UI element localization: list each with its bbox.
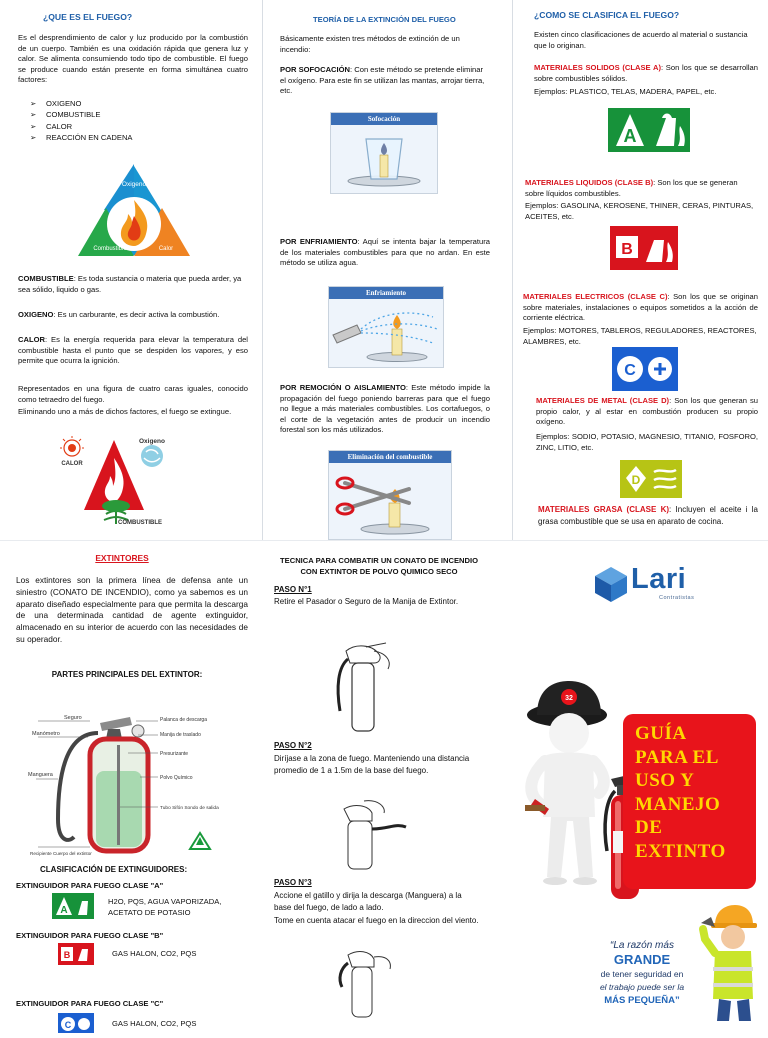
clase-k-text <box>538 504 758 528</box>
paso-2-label: PASO N°2 <box>274 741 312 750</box>
panel-que-es-el-fuego <box>18 12 248 532</box>
method-label: POR ENFRIAMIENTO <box>280 237 358 246</box>
badge-letter: A <box>623 126 637 146</box>
class-label: MATERIALES GRASA (CLASE K) <box>538 505 670 514</box>
guide-title-box <box>623 714 756 889</box>
method-text: : Este método impide la propagación del fuego poniendo barreras para que el fuego no llegue a más materiales combustibles. Los cortafuegos, o el corte de la vegetación antes de producir un incendio forestal son los más utilizados. <box>280 383 490 435</box>
tetra-label-combustible: COMBUSTIBLE <box>118 520 162 526</box>
triangle-label-oxigeno: Oxigeno <box>121 181 147 188</box>
calor-definition <box>18 335 248 367</box>
tetra-label-calor: CALOR <box>61 461 83 467</box>
intro-text: Es el desprendimiento de calor y luz producido por la combustión de un cuerpo. También es una oxidación rápida que genera luz y calor. Se alimenta consumiendo todo tipo de combustible. El fuego se produce cuando están presente en forma simultánea cuatro factores: <box>18 33 248 85</box>
clase-c-label: EXTINGUIDOR PARA FUEGO CLASE "C" <box>16 999 164 1008</box>
paso-1-label: PASO N°1 <box>274 585 312 594</box>
clase-a-examples: Ejemplos: PLASTICO, TELAS, MADERA, PAPEL, etc. <box>534 87 717 96</box>
paso-2-text: Diríjase a la zona de fuego. Manteniendo una distancia promedio de 1 a 1.5m de la base del fuego. <box>274 754 470 775</box>
part-label: Presurizante <box>160 751 189 757</box>
quote-emphasis: GRANDE <box>613 952 671 967</box>
remocion-text <box>280 383 490 436</box>
clase-c-badge <box>58 1013 94 1033</box>
term-label: CALOR <box>18 335 45 344</box>
clase-a-badge <box>52 893 94 919</box>
quote-line: de tener seguridad en <box>600 969 684 979</box>
clase-a-badge <box>608 108 690 152</box>
clase-b-agents: GAS HALON, CO2, PQS <box>112 949 197 958</box>
badge-letter: C <box>624 362 636 379</box>
term-label: OXIGENO <box>18 310 54 319</box>
part-label: Recipiente Cuerpo del extintor <box>30 851 92 856</box>
intro-text: Existen cinco clasificaciones de acuerdo al material o sustancia que lo originan. <box>534 30 748 50</box>
combustible-definition <box>18 274 248 295</box>
quote-line: “La razón más <box>610 940 674 951</box>
panel-clasificacion-fuego <box>520 10 758 540</box>
term-text: : Es un carburante, es decir activa la combustión. <box>53 310 220 319</box>
class-text: : Son los que generan su propio calor, y al estar en combustión producen su propio oxígeno. <box>536 396 759 427</box>
tetra-label-oxigeno: Oxigeno <box>138 438 166 445</box>
helmet-number: 32 <box>565 695 573 702</box>
factor-list <box>18 98 248 144</box>
title-line: MANEJO <box>635 793 721 815</box>
class-text: : Son los que se originan sobre materiales, instalaciones o equipos sometidos a la acción de corriente eléctrica. <box>523 292 759 323</box>
part-label: Manómetro <box>32 731 60 737</box>
paso-3-label: PASO N°3 <box>274 878 312 887</box>
part-label: Manguera <box>28 772 53 778</box>
part-label: Palanca de descarga <box>160 717 207 723</box>
section-title: ¿COMO SE CLASIFICA EL FUEGO? <box>534 10 680 20</box>
clase-b-badge <box>610 226 678 270</box>
clase-d-badge <box>620 460 682 498</box>
badge-letter: D <box>631 473 641 487</box>
tetraedro-text: Representados en una figura de cuatro caras iguales, conocido como tetraedro del fuego. <box>18 384 248 404</box>
section-title: TECNICA PARA COMBATIR UN CONATO DE INCENDIO CON EXTINTOR DE POLVO QUIMICO SECO <box>280 556 478 576</box>
intro-text: Básicamente existen tres métodos de extinción de un incendio: <box>280 34 460 54</box>
part-label: Polvo Químico <box>160 775 193 781</box>
paso-1-text: Retire el Pasador o Seguro de la Manija de Extintor. <box>274 596 459 606</box>
paso-3-text: Accione el gatillo y dirija la descarga (Manguera) a la base del fuego, de lado a lado. <box>274 891 462 912</box>
title-line: GUÍA <box>635 723 687 744</box>
fire-tetrahedron-diagram <box>56 438 191 528</box>
image-caption: Enfriamiento <box>329 287 443 299</box>
clase-b-text <box>525 178 758 199</box>
panel-extintores <box>16 553 248 1030</box>
extinction-text: Eliminando uno a más de dichos factores, el fuego se extingue. <box>18 407 232 416</box>
clase-c-text <box>523 292 758 324</box>
image-caption: Sofocación <box>331 113 437 125</box>
class-label: MATERIALES DE METAL (CLASE D) <box>536 396 670 405</box>
quote-emphasis: MÁS PEQUEÑA” <box>604 995 680 1006</box>
class-text: : Son los que se generan sobre líquidos combustibles. <box>525 178 738 198</box>
paso-2-illustration <box>334 799 414 869</box>
class-label: MATERIALES ELECTRICOS (CLASE C) <box>523 292 668 301</box>
list-item: ➢ CALOR <box>18 121 248 133</box>
term-label: COMBUSTIBLE <box>18 274 74 283</box>
company-logo <box>593 565 703 605</box>
clase-b-label: EXTINGUIDOR PARA FUEGO CLASE "B" <box>16 931 164 940</box>
list-item: ➢ OXIGENO <box>18 98 248 110</box>
fire-triangle-diagram <box>74 160 194 262</box>
panel-cover <box>513 541 768 1024</box>
class-text: : Incluyen el aceite i la grasa combustible que se usa en aparato de cocina. <box>538 505 759 526</box>
sofocacion-text <box>280 65 490 97</box>
term-text: : Es toda sustancia o materia que pueda arder, ya sea sólido, liquido o gas. <box>18 274 242 294</box>
method-label: POR REMOCIÓN O AISLAMIENTO <box>280 383 406 392</box>
title-line: PARA EL <box>635 746 719 768</box>
clase-d-text <box>536 396 758 428</box>
classification-title: CLASIFICACIÓN DE EXTINGUIDORES: <box>40 865 188 874</box>
badge-letter: B <box>621 241 633 258</box>
intro-text: Los extintores son la primera línea de defensa ante un siniestro (CONATO DE INCENDIO), como ya sabemos es un aparato diseñado especialmente para que permita la descarga de una determinada cantidad de agente extinguidor, almacenado en su interior de acuerdo con las necesidades de su operador. <box>16 575 248 644</box>
badge-letter: A <box>60 905 68 916</box>
eliminacion-combustible-image <box>328 450 452 540</box>
paso-1-illustration <box>326 641 396 731</box>
clase-c-agents: GAS HALON, CO2, PQS <box>112 1019 197 1028</box>
enfriamiento-image <box>328 286 444 368</box>
panel-teoria-extincion <box>280 15 490 535</box>
logo-subtitle: Contratistas <box>659 595 695 601</box>
clase-b-examples: Ejemplos: GASOLINA, KEROSENE, THINER, CERAS, PINTURAS, ACEITES, etc. <box>525 201 754 221</box>
class-label: MATERIALES LIQUIDOS (CLASE B) <box>525 178 654 187</box>
quote-line: el trabajo puede ser la <box>599 982 685 992</box>
badge-letter: C <box>64 1020 72 1030</box>
sofocacion-image <box>330 112 438 194</box>
clase-a-label: EXTINGUIDOR PARA FUEGO CLASE "A" <box>16 881 164 890</box>
section-title: TEORÍA DE LA EXTINCIÓN DEL FUEGO <box>313 15 456 24</box>
logo-wordmark: Lari <box>631 563 687 595</box>
title-line: USO Y <box>635 770 695 791</box>
title-line: EXTINTO <box>635 840 726 862</box>
list-item: ➢ REACCIÓN EN CADENA <box>18 132 248 144</box>
clase-d-examples: Ejemplos: SODIO, POTASIO, MAGNESIO, TITANIO, FOSFORO, ZINC, LITIO, etc. <box>536 432 758 452</box>
enfriamiento-text <box>280 237 490 269</box>
paso-3-illustration <box>332 947 402 1017</box>
clase-a-text <box>534 63 758 84</box>
part-label: Seguro <box>64 715 82 721</box>
paso-3-note: Tome en cuenta atacar el fuego en la direccion del viento. <box>274 916 479 925</box>
term-text: : Es la energía requerida para elevar la temperatura del combustible hasta el punto que se despiden los vapores, y eso permite que ocurra la ignición. <box>18 335 248 366</box>
image-caption: Eliminación del combustible <box>329 451 451 463</box>
cube-logo-icon <box>593 565 629 603</box>
title-line: DE <box>635 817 663 838</box>
part-label: Manija de traslado <box>160 732 201 738</box>
child-worker-illustration <box>701 903 761 1023</box>
class-label: MATERIALES SOLIDOS (CLASE A) <box>534 63 662 72</box>
method-label: POR SOFOCACIÓN <box>280 65 351 75</box>
section-title: EXTINTORES <box>95 553 149 563</box>
extinguisher-parts-diagram <box>28 709 238 859</box>
section-title: ¿QUE ES EL FUEGO? <box>43 12 133 22</box>
clase-b-badge <box>58 943 94 965</box>
clase-a-agents: H2O, PQS, AGUA VAPORIZADA, ACETATO DE POTASIO <box>108 897 222 917</box>
triangle-label-combustible: Combustible <box>93 246 127 252</box>
safety-quote <box>577 939 707 1007</box>
parts-title: PARTES PRINCIPALES DEL EXTINTOR: <box>51 669 203 679</box>
list-item: ➢ COMBUSTIBLE <box>18 109 248 121</box>
panel-tecnica <box>274 555 484 1024</box>
part-label: Tubo Sifón Sondo de salida <box>160 806 219 811</box>
method-text: : Con este método se pretende eliminar el oxígeno. Para este fin se utilizan las mantas, arrojar tierra, etc. <box>280 65 485 96</box>
method-text: : Aquí se intenta bajar la temperatura de los materiales combustibles para que no ardan. En este método se utiliza agua. <box>280 237 490 268</box>
triangle-label-calor: Calor <box>158 246 174 252</box>
oxigeno-definition <box>18 310 248 321</box>
badge-letter: B <box>63 950 71 960</box>
clase-c-badge <box>612 347 678 391</box>
clase-c-examples: Ejemplos: MOTORES, TABLEROS, REGULADORES, REACTORES, ALAMBRES, etc. <box>523 326 757 346</box>
class-text: : Son los que se desarrollan sobre combustibles sólidos. <box>534 63 759 83</box>
